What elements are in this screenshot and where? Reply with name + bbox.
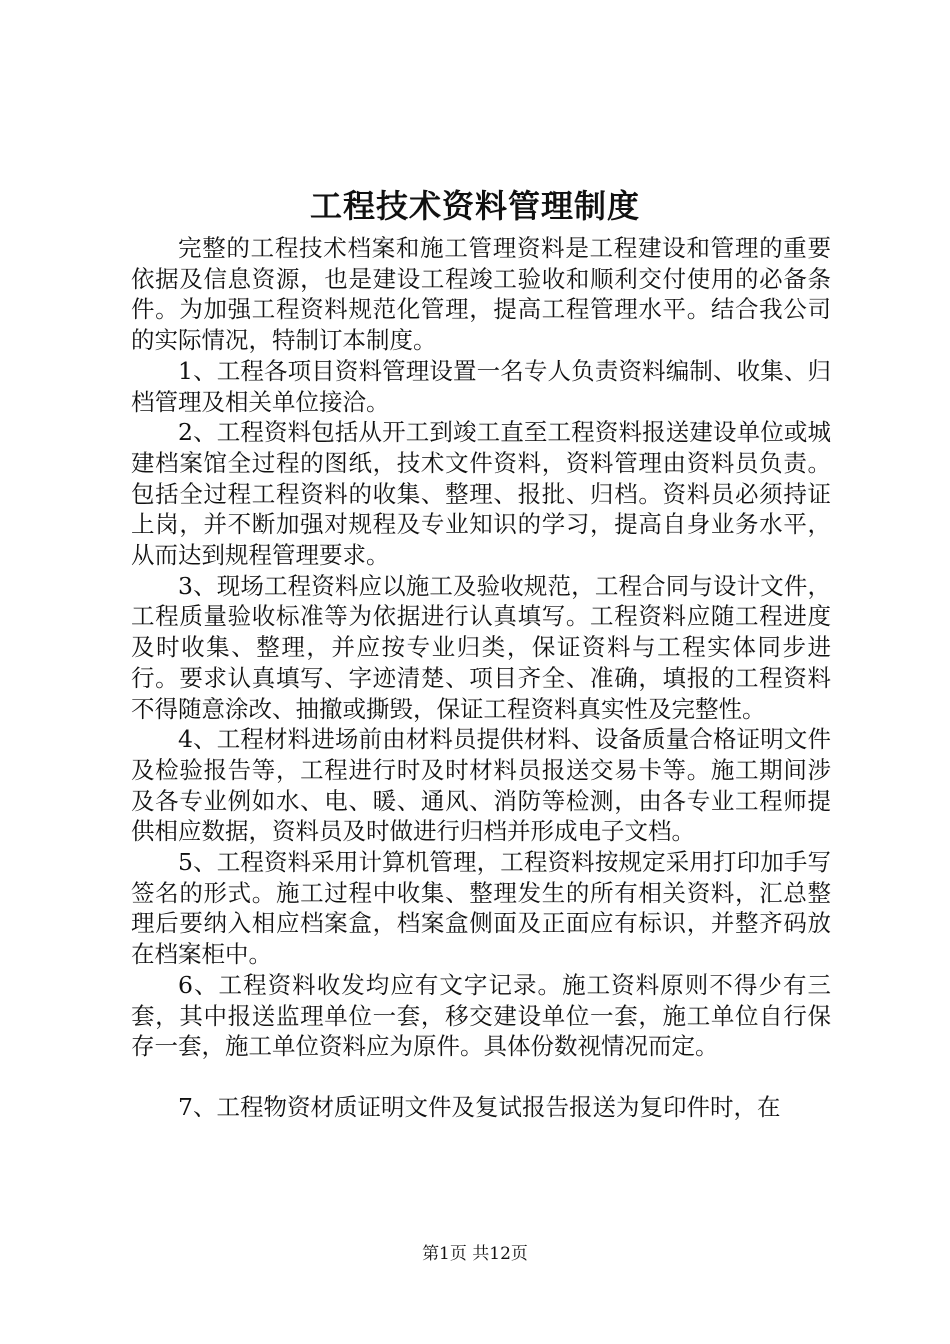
- page-number-footer: 第1页 共12页: [422, 1244, 528, 1264]
- clause-2-paragraph: 2、工程资料包括从开工到竣工直至工程资料报送建设单位或城建档案馆全过程的图纸，技术文件资料，资料管理由资料员负责。包括全过程工程资料的收集、整理、报批、归档。资料员必须持证上岗，并不断加强对规程及专业知识的学习，提高自身业务水平，从而达到规程管理要求。: [131, 418, 831, 570]
- document-body: [131, 233, 831, 1123]
- clause-1-paragraph: 1、工程各项目资料管理设置一名专人负责资料编制、收集、归档管理及相关单位接洽。: [131, 356, 831, 416]
- document-title: 工程技术资料管理制度: [309, 187, 640, 225]
- intro-paragraph: 完整的工程技术档案和施工管理资料是工程建设和管理的重要依据及信息资源，也是建设工程竣工验收和顺利交付使用的必备条件。为加强工程资料规范化管理，提高工程管理水平。结合我公司的实际情况，特制订本制度。: [131, 234, 831, 355]
- clause-3-paragraph: 3、现场工程资料应以施工及验收规范，工程合同与设计文件，工程质量验收标准等为依据进行认真填写。工程资料应随工程进度及时收集、整理，并应按专业归类，保证资料与工程实体同步进行。要求认真填写、字迹清楚、项目齐全、准确，填报的工程资料不得随意涂改、抽撤或撕毁，保证工程资料真实性及完整性。: [131, 571, 831, 723]
- clause-6-paragraph: 6、工程资料收发均应有文字记录。施工资料原则不得少有三套，其中报送监理单位一套，移交建设单位一套，施工单位自行保存一套，施工单位资料应为原件。具体份数视情况而定。: [131, 970, 831, 1061]
- clause-7-paragraph: 7、工程物资材质证明文件及复试报告报送为复印件时，在: [178, 1092, 781, 1121]
- clause-4-paragraph: 4、工程材料进场前由材料员提供材料、设备质量合格证明文件及检验报告等，工程进行时及时材料员报送交易卡等。施工期间涉及各专业例如水、电、暖、通风、消防等检测，由各专业工程师提供相应数据，资料员及时做进行归档并形成电子文档。: [131, 725, 831, 846]
- clause-5-paragraph: 5、工程资料采用计算机管理，工程资料按规定采用打印加手写签名的形式。施工过程中收集、整理发生的所有相关资料，汇总整理后要纳入相应档案盒，档案盒侧面及正面应有标识，并整齐码放在档案柜中。: [131, 848, 831, 969]
